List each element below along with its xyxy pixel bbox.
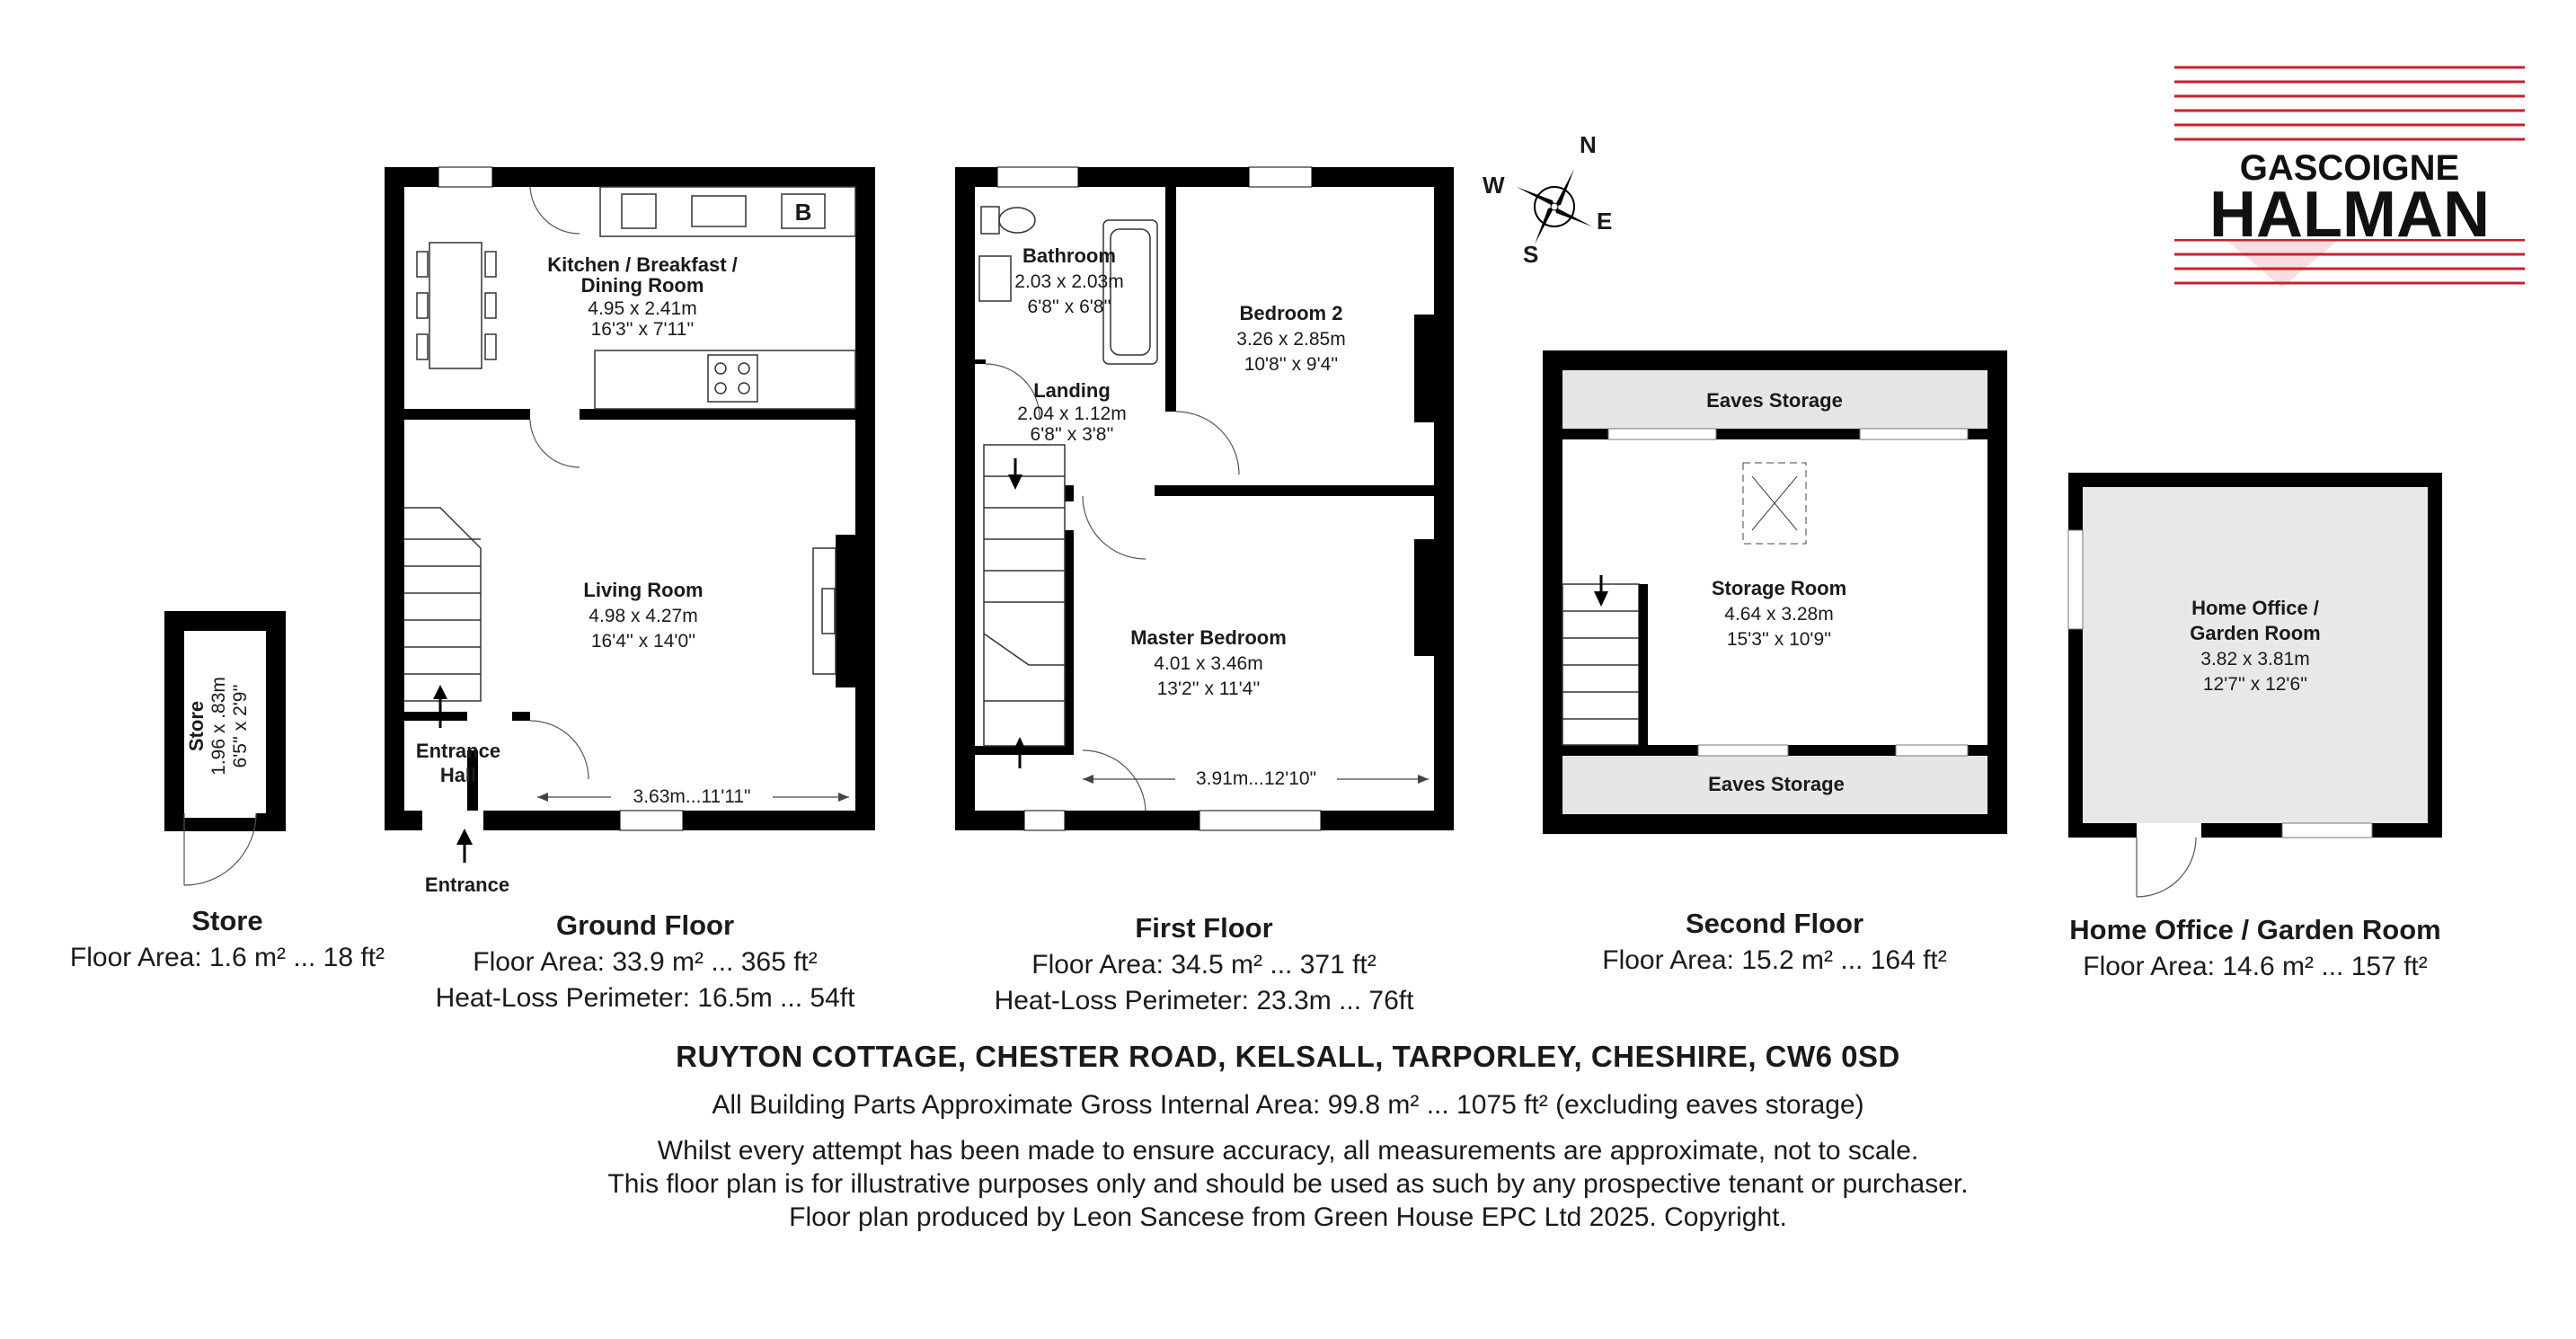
logo-line2: HALMAN bbox=[2209, 179, 2490, 251]
eaves-bottom-name: Eaves Storage bbox=[1708, 773, 1845, 795]
second-floor-area: Floor Area: 15.2 m² ... 164 ft² bbox=[1602, 945, 1947, 975]
kitchen-name-1: Kitchen / Breakfast / bbox=[547, 253, 738, 276]
living-room-dim-ft: 16'4'' x 14'0'' bbox=[590, 631, 696, 652]
ground-floor-plan bbox=[385, 167, 875, 896]
ground-floor-title: Ground Floor bbox=[555, 909, 735, 941]
bathroom-name: Bathroom bbox=[1022, 244, 1116, 267]
store-room-dim-m: 1.96 x .83m bbox=[208, 677, 229, 776]
office-name-2: Garden Room bbox=[2190, 622, 2321, 644]
boiler-label: B bbox=[794, 199, 812, 226]
disclaimer-line-1: Whilst every attempt has been made to ensure accuracy, all measurements are approximate, not to scale. bbox=[657, 1136, 1919, 1166]
office-dim-m: 3.82 x 3.81m bbox=[2200, 649, 2310, 670]
ground-width-label: 3.63m...11'11" bbox=[633, 786, 751, 807]
disclaimer-line-2: This floor plan is for illustrative purposes only and should be used as such by any prospective tenant or purchaser. bbox=[607, 1169, 1969, 1199]
living-room-name: Living Room bbox=[583, 579, 704, 601]
chimney-breast bbox=[836, 535, 855, 687]
eaves-top-name: Eaves Storage bbox=[1706, 389, 1843, 412]
office-dim-ft: 12'7'' x 12'6'' bbox=[2202, 674, 2308, 695]
home-office-plan bbox=[2068, 473, 2442, 897]
bathroom-dim-m: 2.03 x 2.03m bbox=[1014, 271, 1124, 292]
bedroom2-dim-ft: 10'8'' x 9'4'' bbox=[1244, 354, 1339, 375]
kitchen-name-2: Dining Room bbox=[580, 274, 704, 297]
master-bedroom-name: Master Bedroom bbox=[1130, 626, 1287, 649]
living-room-dim-m: 4.98 x 4.27m bbox=[589, 606, 698, 626]
storage-room-name: Storage Room bbox=[1711, 577, 1847, 599]
first-floor-perimeter: Heat-Loss Perimeter: 23.3m ... 76ft bbox=[994, 986, 1414, 1015]
gascoigne-halman-logo bbox=[2174, 67, 2525, 288]
bedroom2-dim-m: 3.26 x 2.85m bbox=[1236, 329, 1346, 350]
compass-south: S bbox=[1523, 241, 1539, 268]
compass-west: W bbox=[1483, 172, 1505, 199]
office-door-swing bbox=[2137, 838, 2196, 897]
store-room-name: Store bbox=[185, 700, 208, 752]
store-plan bbox=[164, 611, 286, 885]
compass-east: E bbox=[1597, 208, 1613, 235]
disclaimer-line-3: Floor plan produced by Leon Sancese from Green House EPC Ltd 2025. Copyright. bbox=[789, 1202, 1787, 1232]
store-area: Floor Area: 1.6 m² ... 18 ft² bbox=[69, 943, 385, 972]
store-room-dim-ft: 6'5'' x 2'9'' bbox=[230, 684, 251, 768]
bathroom-dim-ft: 6'8'' x 6'8'' bbox=[1027, 297, 1111, 317]
landing-name: Landing bbox=[1033, 379, 1111, 402]
landing-dim-ft: 6'8'' x 3'8'' bbox=[1030, 424, 1114, 445]
ground-floor-area: Floor Area: 33.9 m² ... 365 ft² bbox=[473, 947, 818, 977]
first-floor-area: Floor Area: 34.5 m² ... 371 ft² bbox=[1031, 950, 1377, 980]
bedroom2-name: Bedroom 2 bbox=[1239, 302, 1343, 324]
disclaimer bbox=[0, 1134, 2576, 1234]
master-bedroom-dim-m: 4.01 x 3.46m bbox=[1154, 653, 1263, 674]
kitchen-dim-ft: 16'3'' x 7'11'' bbox=[590, 319, 695, 340]
first-width-label: 3.91m...12'10" bbox=[1195, 768, 1317, 789]
hall-name-2: Hall bbox=[439, 764, 477, 786]
office-name-1: Home Office / bbox=[2191, 597, 2319, 619]
compass-north: N bbox=[1580, 131, 1597, 158]
storage-room-dim-ft: 15'3'' x 10'9'' bbox=[1726, 629, 1832, 650]
gross-internal-area: All Building Parts Approximate Gross Internal Area: 99.8 m² ... 1075 ft² (excluding eaves storage) bbox=[712, 1090, 1864, 1120]
logo-line1: GASCOIGNE bbox=[2239, 148, 2460, 188]
landing-dim-m: 2.04 x 1.12m bbox=[1017, 403, 1127, 424]
second-floor-plan bbox=[1543, 350, 2007, 834]
master-bedroom-dim-ft: 13'2'' x 11'4'' bbox=[1156, 678, 1261, 699]
compass-rose bbox=[1483, 131, 1612, 268]
office-title: Home Office / Garden Room bbox=[2069, 914, 2441, 945]
office-area: Floor Area: 14.6 m² ... 157 ft² bbox=[2083, 952, 2428, 981]
second-floor-title: Second Floor bbox=[1685, 908, 1864, 939]
store-title: Store bbox=[191, 905, 263, 936]
property-address: RUYTON COTTAGE, CHESTER ROAD, KELSALL, TARPORLEY, CHESHIRE, CW6 0SD bbox=[676, 1040, 1900, 1073]
entrance-label: Entrance bbox=[424, 873, 510, 896]
kitchen-dim-m: 4.95 x 2.41m bbox=[588, 298, 697, 319]
hall-name-1: Entrance bbox=[415, 740, 501, 762]
storage-room-dim-m: 4.64 x 3.28m bbox=[1724, 604, 1834, 625]
first-floor-plan bbox=[955, 167, 1454, 830]
first-floor-title: First Floor bbox=[1135, 912, 1273, 944]
ground-floor-perimeter: Heat-Loss Perimeter: 16.5m ... 54ft bbox=[435, 983, 855, 1013]
